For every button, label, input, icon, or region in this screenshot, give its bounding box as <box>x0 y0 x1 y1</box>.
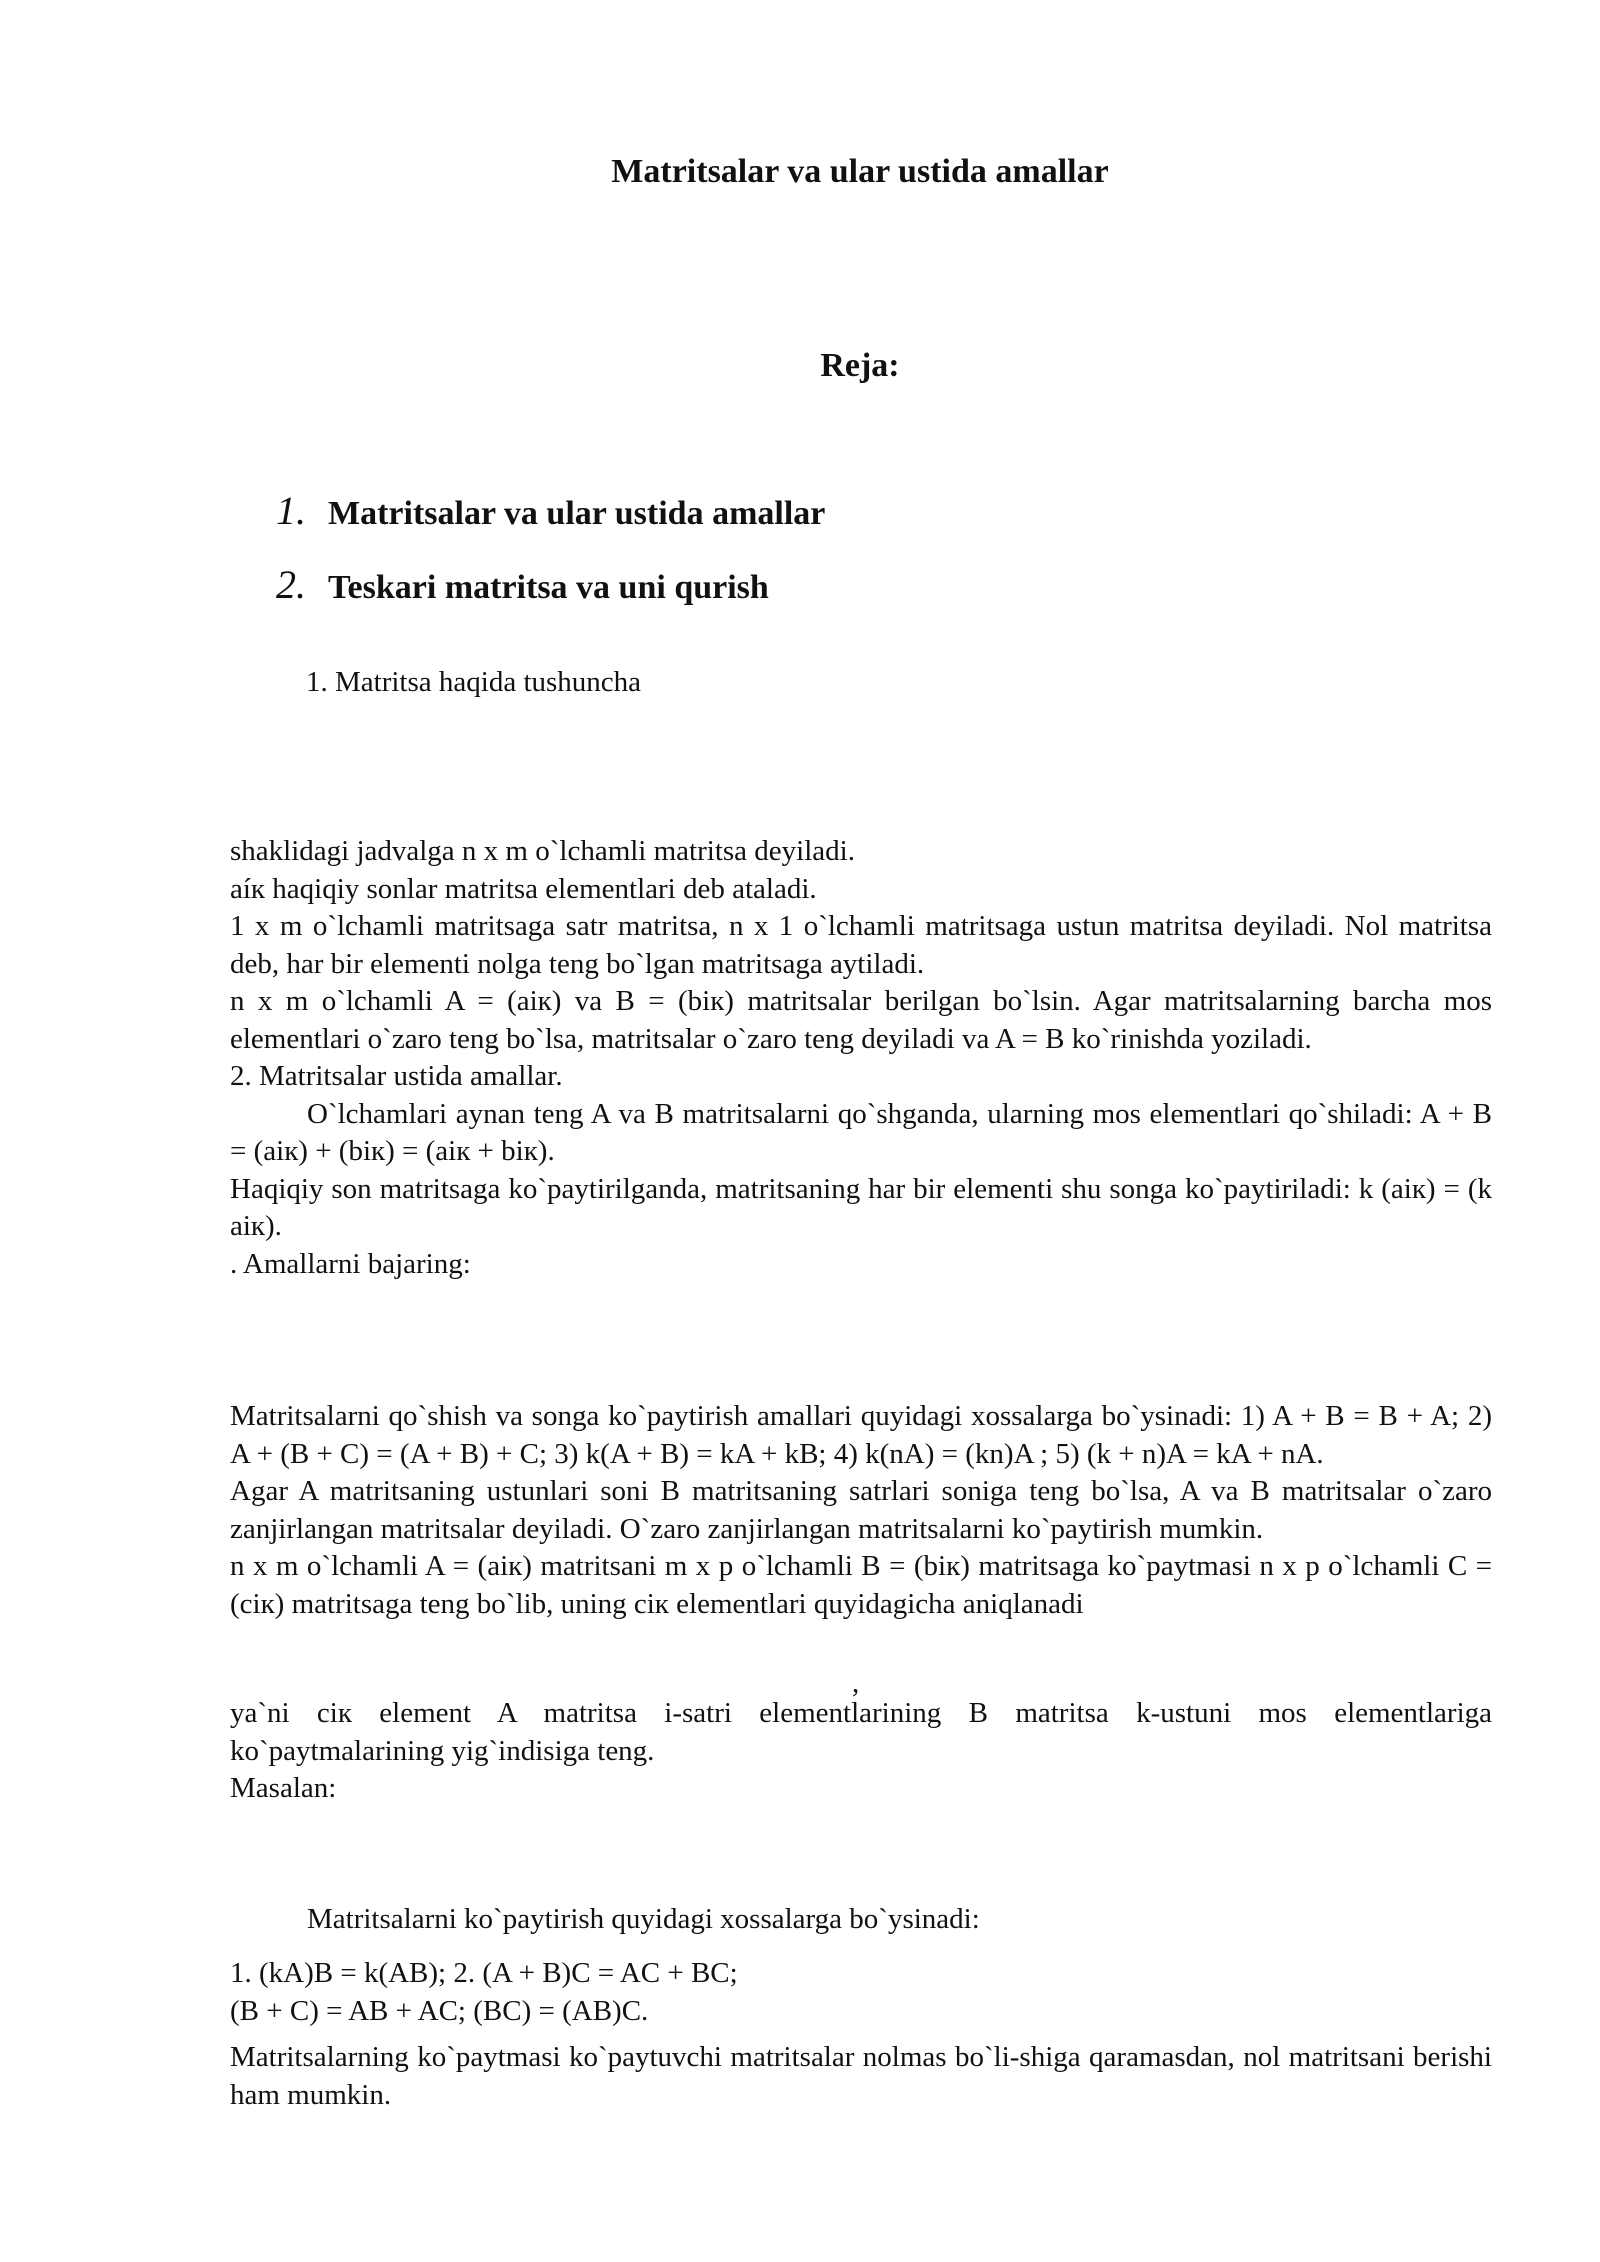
formula-comma: , <box>852 1667 860 1699</box>
paragraph: n x m o`lchamli A = (aiк) matritsani m x p o`lchamli B = (biк) matritsaga ko`paytmasi n x p o`lchamli C = (ciк) matritsaga teng bo`lib, uning ciк elementlari quyidagicha aniqlanadi <box>230 1550 1492 1620</box>
multiplication-properties-intro <box>307 1901 1492 1939</box>
paragraph: 1 x m o`lchamli matritsaga satr matritsa, n x 1 o`lchamli matritsaga ustun matritsa deyiladi. Nol matritsa deb, har bir elementi nolga teng bo`lgan matritsaga aytiladi. <box>230 910 1492 980</box>
explanation-block <box>230 1695 1492 1808</box>
paragraph: Matritsalarni qo`shish va songa ko`paytirish amallari quyidagi xossalarga bo`ysinadi: 1) A + B = B + A; 2) A + (B + C) = (A + B) + C; 3) k(A + B) = kA + kB; 4) k(nA) = (kn)A ; 5) (k + n)A = kA + nA. <box>230 1400 1492 1470</box>
paragraph: shaklidagi jadvalga n x m o`lchamli matritsa deyiladi. <box>230 835 855 867</box>
plan-item-number: 2. <box>276 562 306 607</box>
paragraph: (B + C) = AB + AC; (BC) = (AB)C. <box>230 1994 649 2027</box>
plan-item-number: 1. <box>276 488 306 533</box>
closing-block <box>230 2039 1492 2114</box>
paragraph: Matritsalarning ko`paytmasi ko`paytuvchi matritsalar nolmas bo`li-shiga qaramasdan, nol matritsani berishi ham mumkin. <box>230 2041 1492 2111</box>
paragraph: 1. (kA)B = k(AB); 2. (A + B)C = AC + BC; <box>230 1957 738 1989</box>
plan-heading: Reja: <box>820 347 900 384</box>
plan-item <box>276 487 825 561</box>
document-title: Matritsalar va ular ustida amallar <box>611 153 1109 190</box>
paragraph: . Amallarni bajaring: <box>230 1247 471 1280</box>
section-heading: 2. Matritsalar ustida amallar. <box>230 1060 563 1092</box>
paragraph: n x m o`lchamli A = (aiк) va B = (biк) matritsalar berilgan bo`lsin. Agar matritsalarning barcha mos elementlari o`zaro teng bo`lsa, matritsalar o`zaro teng deyiladi va A = B ko`rinishda yoziladi. <box>230 985 1492 1055</box>
properties-block <box>230 1398 1492 1623</box>
multiplication-properties <box>230 1955 1492 2030</box>
section-subheading: 1. Matritsa haqida tushuncha <box>306 666 642 698</box>
paragraph: Haqiqiy son matritsaga ko`paytirilganda, matritsaning har bir elementi shu songa ko`paytiriladi: k (aiк) = (k aiк). <box>230 1172 1492 1242</box>
paragraph: Matritsalarni ko`paytirish quyidagi xossalarga bo`ysinadi: <box>307 1903 980 1935</box>
paragraph: Agar A matritsaning ustunlari soni B matritsaning satrlari soniga teng bo`lsa, A va B matritsalar o`zaro zanjirlangan matritsalar deyiladi. O`zaro zanjirlangan matritsalarni ko`paytirish mumkin. <box>230 1475 1492 1545</box>
plan-item-text: Teskari matritsa va uni qurish <box>328 569 769 606</box>
plan-item-text: Matritsalar va ular ustida amallar <box>328 495 826 532</box>
paragraph: O`lchamlari aynan teng A va B matritsalarni qo`shganda, ularning mos elementlari qo`shiladi: A + B = (aiк) + (biк) = (aiк + biк). <box>230 1097 1492 1167</box>
paragraph: aíк haqiqiy sonlar matritsa elementlari deb ataladi. <box>230 872 817 905</box>
plan-list <box>276 487 825 635</box>
paragraph: ya`ni ciк element A matritsa i-satri elementlarining B matritsa k-ustuni mos elementlariga ko`paytmalarining yig`indisiga teng. <box>230 1697 1492 1767</box>
plan-item <box>276 561 825 635</box>
paragraph: Masalan: <box>230 1772 337 1804</box>
definitions-block <box>230 833 1492 1283</box>
